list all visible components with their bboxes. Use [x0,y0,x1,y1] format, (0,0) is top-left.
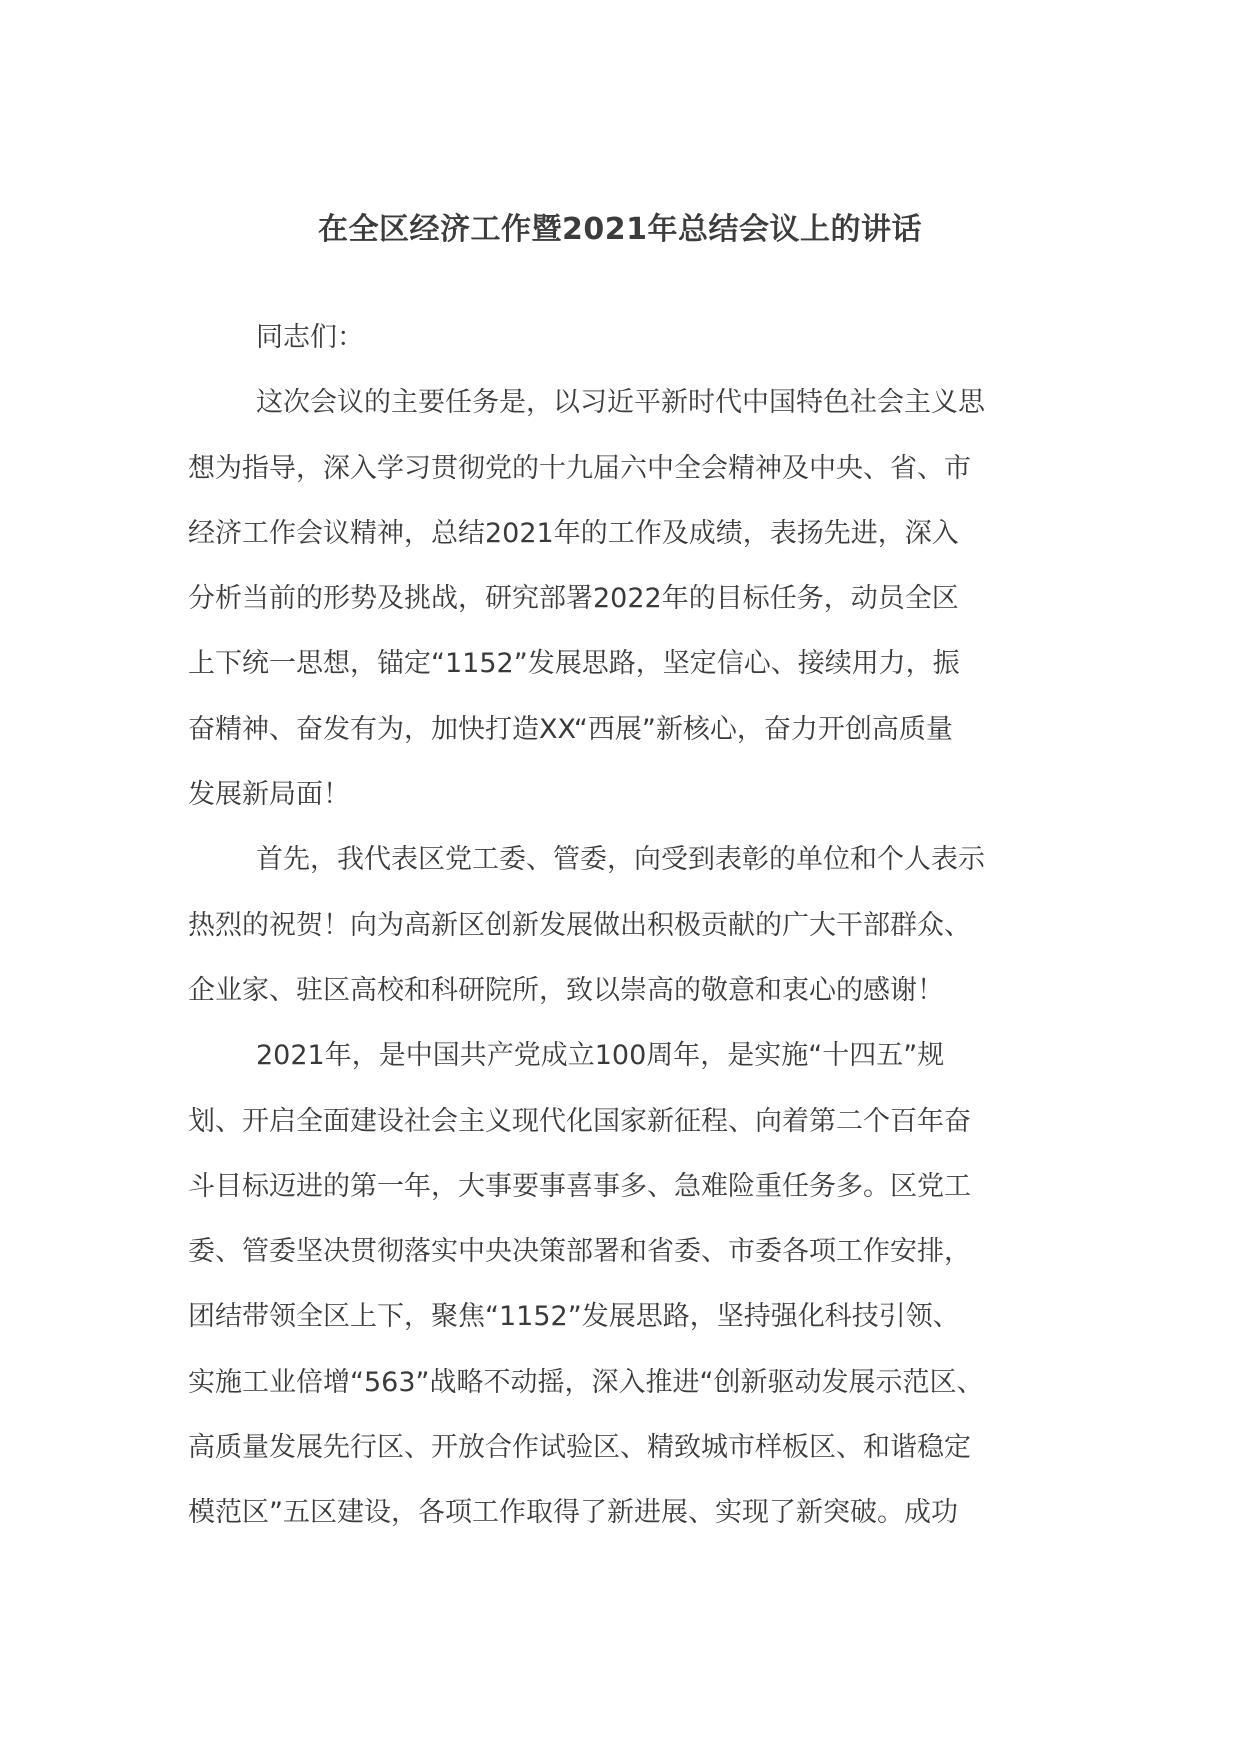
text-line: 想为指导，深入学习贯彻党的十九届六中全会精神及中央、省、市 [188,452,971,484]
document-title: 在全区经济工作暨2021年总结会议上的讲话 [318,212,922,247]
text-line: 这次会议的主要任务是，以习近平新时代中国特色社会主义思 [256,387,985,419]
text-line: 奋精神、奋发有为，加快打造XX“西展”新核心，奋力开创高质量 [188,713,953,745]
text-line: 发展新局面！ [188,779,350,811]
text-line: 实施工业倍增“563”战略不动摇，深入推进“创新驱动发展示范区、 [188,1366,984,1398]
text-line: 首先，我代表区党工委、管委，向受到表彰的单位和个人表示 [256,844,985,876]
text-line: 上下统一思想，锚定“1152”发展思路，坚定信心、接续用力，振 [188,648,960,680]
text-line: 划、开启全面建设社会主义现代化国家新征程、向着第二个百年奋 [188,1105,971,1137]
salutation: 同志们： [256,322,364,353]
text-line: 经济工作会议精神，总结2021年的工作及成绩，表扬先进，深入 [188,517,959,549]
text-line: 斗目标迈进的第一年，大事要事喜事多、急难险重任务多。区党工 [188,1170,971,1202]
paragraph-2 [188,827,1048,1023]
paragraph-3 [188,1023,1048,1545]
text-line: 团结带领全区上下，聚焦“1152”发展思路，坚持强化科技引领、 [188,1301,960,1333]
text-line: 模范区”五区建设，各项工作取得了新进展、实现了新突破。成功 [188,1497,958,1529]
text-line: 高质量发展先行区、开放合作试验区、精致城市样板区、和谐稳定 [188,1432,971,1464]
text-line: 分析当前的形势及挑战，研究部署2022年的目标任务，动员全区 [188,583,959,615]
text-line: 2021年，是中国共产党成立100周年，是实施“十四五”规 [256,1040,945,1072]
text-line: 热烈的祝贺！向为高新区创新发展做出积极贡献的广大干部群众、 [188,909,971,941]
text-line: 企业家、驻区高校和科研院所，致以崇高的敬意和衷心的感谢！ [188,974,944,1006]
text-line: 委、管委坚决贯彻落实中央决策部署和省委、市委各项工作安排， [188,1236,971,1268]
document-body [188,305,1048,1546]
paragraph-1 [188,370,1048,827]
